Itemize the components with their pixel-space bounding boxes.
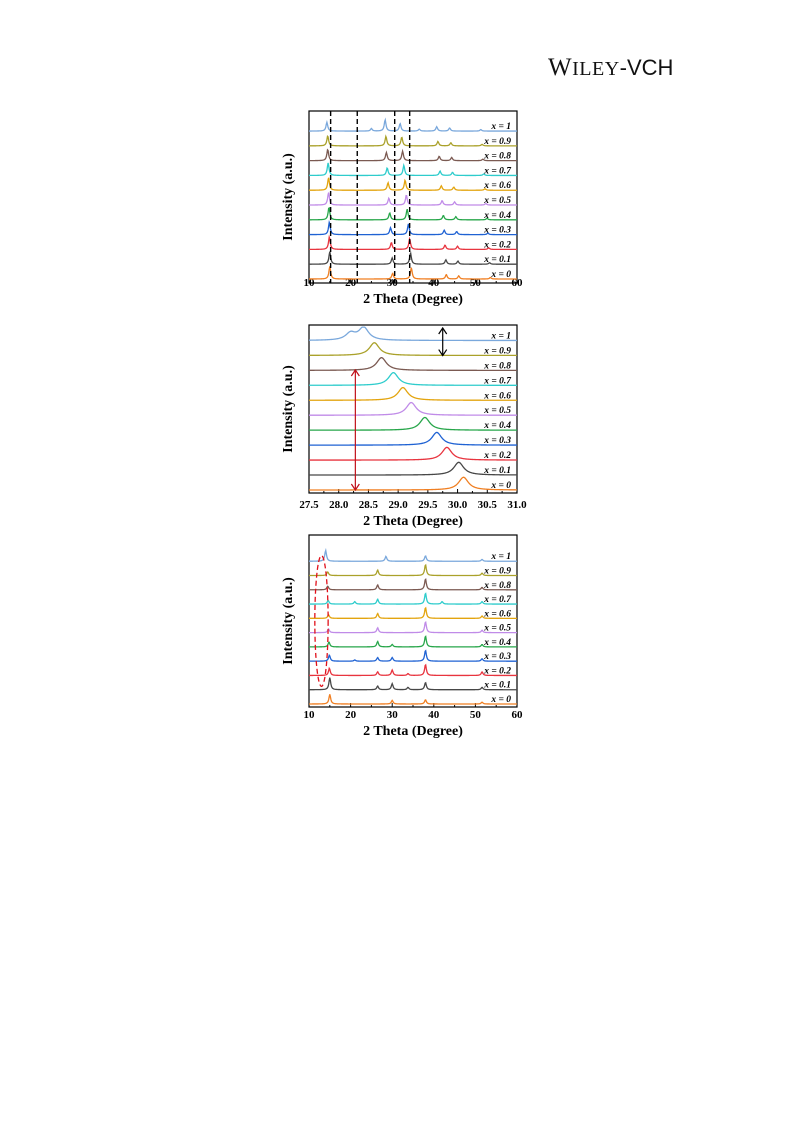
x-tick-label: 30.5 bbox=[477, 499, 497, 511]
x-tick-label: 20 bbox=[345, 277, 357, 289]
x-tick-label: 29.0 bbox=[388, 499, 408, 511]
legend-label: x = 0.9 bbox=[484, 346, 511, 357]
legend-label: x = 0.7 bbox=[484, 166, 511, 177]
x-tick-label: 40 bbox=[428, 277, 440, 289]
series-line-x1 bbox=[309, 550, 517, 561]
logo-wiley-part: WILEY bbox=[548, 54, 620, 81]
y-axis-label: Intensity (a.u.) bbox=[281, 577, 296, 665]
legend-label: x = 0.3 bbox=[484, 436, 511, 447]
legend-label: x = 0.9 bbox=[484, 136, 511, 147]
xrd-full-range-chart bbox=[280, 106, 540, 306]
xrd-zoomed-peak-chart bbox=[280, 320, 540, 532]
legend-label: x = 0.6 bbox=[484, 181, 511, 192]
legend-label: x = 0.9 bbox=[484, 566, 511, 577]
legend-label: x = 0 bbox=[491, 270, 511, 280]
legend-label: x = 0.1 bbox=[484, 680, 511, 691]
legend-label: x = 0.5 bbox=[484, 196, 511, 207]
legend-label: x = 0.8 bbox=[484, 580, 511, 591]
series-line-x0 bbox=[309, 694, 517, 704]
legend-label: x = 0.7 bbox=[484, 376, 511, 387]
x-tick-label: 28.5 bbox=[358, 499, 379, 511]
legend-label: x = 0.7 bbox=[484, 595, 511, 606]
legend-label: x = 0.6 bbox=[484, 609, 511, 620]
legend-label: x = 0.6 bbox=[484, 391, 511, 402]
x-axis-label: 2 Theta (Degree) bbox=[363, 292, 463, 307]
x-tick-label: 31.0 bbox=[507, 499, 527, 511]
legend-label: x = 0 bbox=[491, 481, 511, 491]
x-axis-label: 2 Theta (Degree) bbox=[363, 514, 463, 529]
legend-label: x = 1 bbox=[491, 331, 511, 342]
y-axis-label: Intensity (a.u.) bbox=[281, 153, 296, 241]
x-tick-label: 29.5 bbox=[418, 499, 438, 511]
logo-vch-part: -VCH bbox=[619, 55, 674, 80]
x-tick-label: 60 bbox=[511, 277, 523, 289]
legend-label: x = 0.8 bbox=[484, 361, 511, 372]
legend-label: x = 0.1 bbox=[484, 466, 511, 477]
series-line-x0 bbox=[309, 266, 517, 279]
legend-label: x = 1 bbox=[491, 552, 511, 563]
x-tick-label: 30 bbox=[386, 277, 398, 289]
series-line-x1 bbox=[309, 120, 517, 131]
x-tick-label: 10 bbox=[303, 277, 315, 289]
legend-label: x = 1 bbox=[491, 122, 511, 133]
x-tick-label: 30 bbox=[386, 709, 398, 721]
legend-label: x = 0.3 bbox=[484, 225, 511, 236]
x-axis-label: 2 Theta (Degree) bbox=[363, 724, 463, 739]
x-tick-label: 30.0 bbox=[447, 499, 468, 511]
legend-label: x = 0.2 bbox=[484, 240, 511, 251]
x-tick-label: 50 bbox=[469, 277, 481, 289]
legend-label: x = 0.8 bbox=[484, 151, 511, 162]
x-tick-label: 27.5 bbox=[299, 499, 319, 511]
legend-label: x = 0.4 bbox=[484, 421, 511, 432]
x-tick-label: 60 bbox=[511, 709, 523, 721]
legend-label: x = 0.3 bbox=[484, 652, 511, 663]
series-line-x1 bbox=[309, 327, 517, 340]
legend-label: x = 0.5 bbox=[484, 623, 511, 634]
legend-label: x = 0.4 bbox=[484, 210, 511, 221]
x-tick-label: 20 bbox=[345, 709, 357, 721]
wiley-vch-logo bbox=[548, 54, 673, 82]
legend-label: x = 0.5 bbox=[484, 406, 511, 417]
legend-label: x = 0.4 bbox=[484, 637, 511, 648]
legend-label: x = 0.2 bbox=[484, 666, 511, 677]
y-axis-label: Intensity (a.u.) bbox=[281, 365, 296, 453]
x-tick-label: 50 bbox=[469, 709, 481, 721]
x-tick-label: 28.0 bbox=[329, 499, 349, 511]
legend-label: x = 0.1 bbox=[484, 255, 511, 266]
xrd-comparison-chart bbox=[280, 530, 540, 742]
x-tick-label: 40 bbox=[428, 709, 440, 721]
series-line-x0 bbox=[309, 477, 517, 490]
x-tick-label: 10 bbox=[303, 709, 315, 721]
legend-label: x = 0.2 bbox=[484, 451, 511, 462]
legend-label: x = 0 bbox=[491, 695, 511, 705]
